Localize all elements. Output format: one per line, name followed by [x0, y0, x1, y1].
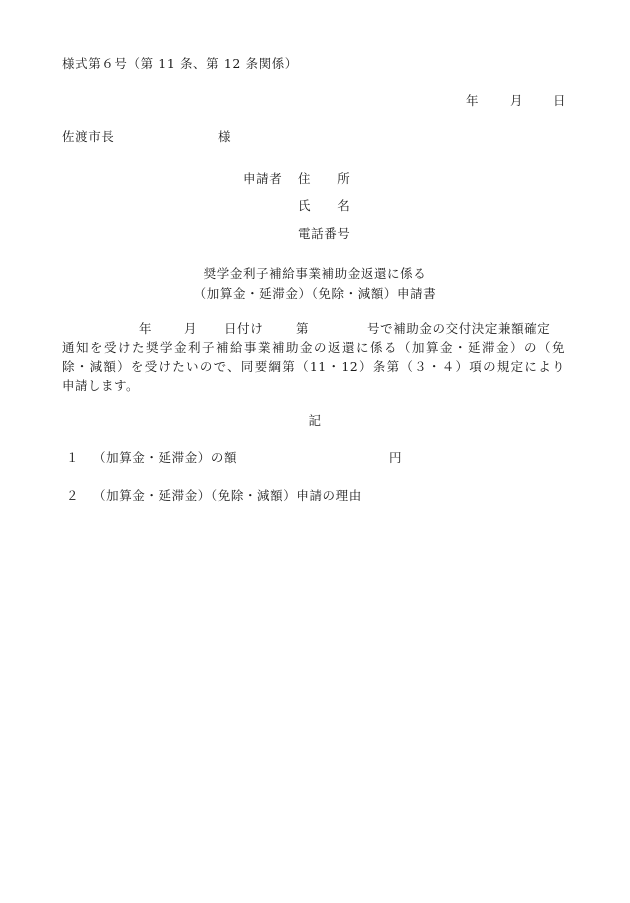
- address-label: 住 所: [298, 171, 351, 186]
- addressee-honorific: 様: [218, 129, 232, 144]
- name-label: 氏 名: [298, 198, 351, 213]
- item-1-text: （加算金・延滞金）の額: [93, 450, 238, 465]
- body-month: 月: [184, 321, 198, 336]
- title-line-1: 奨学金利子補給事業補助金返還に係る: [203, 266, 427, 281]
- body-line-2: 通知を受けた奨学金利子補給事業補助金の返還に係る（加算金・延滞金）の（免: [62, 340, 565, 355]
- body-line-3: 除・減額）を受けたいので、同要綱第（11・12）条第（３・４）項の規定により: [62, 359, 565, 374]
- form-label: 様式第６号（第 11 条、第 12 条関係）: [62, 56, 298, 71]
- title-line-2: （加算金・延滞金）（免除・減額）申請書: [193, 286, 437, 301]
- body-number-prefix: 第: [296, 321, 310, 336]
- ki-heading: 記: [308, 413, 322, 428]
- item-2-number: ２: [66, 488, 80, 503]
- body-line-1-rest: 号で補助金の交付決定兼額確定: [367, 321, 551, 336]
- date-day: 日: [553, 93, 567, 108]
- date-year: 年: [466, 93, 480, 108]
- item-1-unit: 円: [389, 450, 403, 465]
- phone-label: 電話番号: [298, 226, 351, 241]
- body-dated: 日付け: [224, 321, 264, 336]
- item-1-number: １: [66, 450, 80, 465]
- addressee-name: 佐渡市長: [62, 129, 115, 144]
- date-month: 月: [510, 93, 524, 108]
- applicant-label: 申請者: [243, 171, 283, 186]
- body-year: 年: [139, 321, 153, 336]
- item-2-text: （加算金・延滞金）（免除・減額）申請の理由: [93, 488, 362, 503]
- body-line-4: 申請します。: [62, 378, 140, 393]
